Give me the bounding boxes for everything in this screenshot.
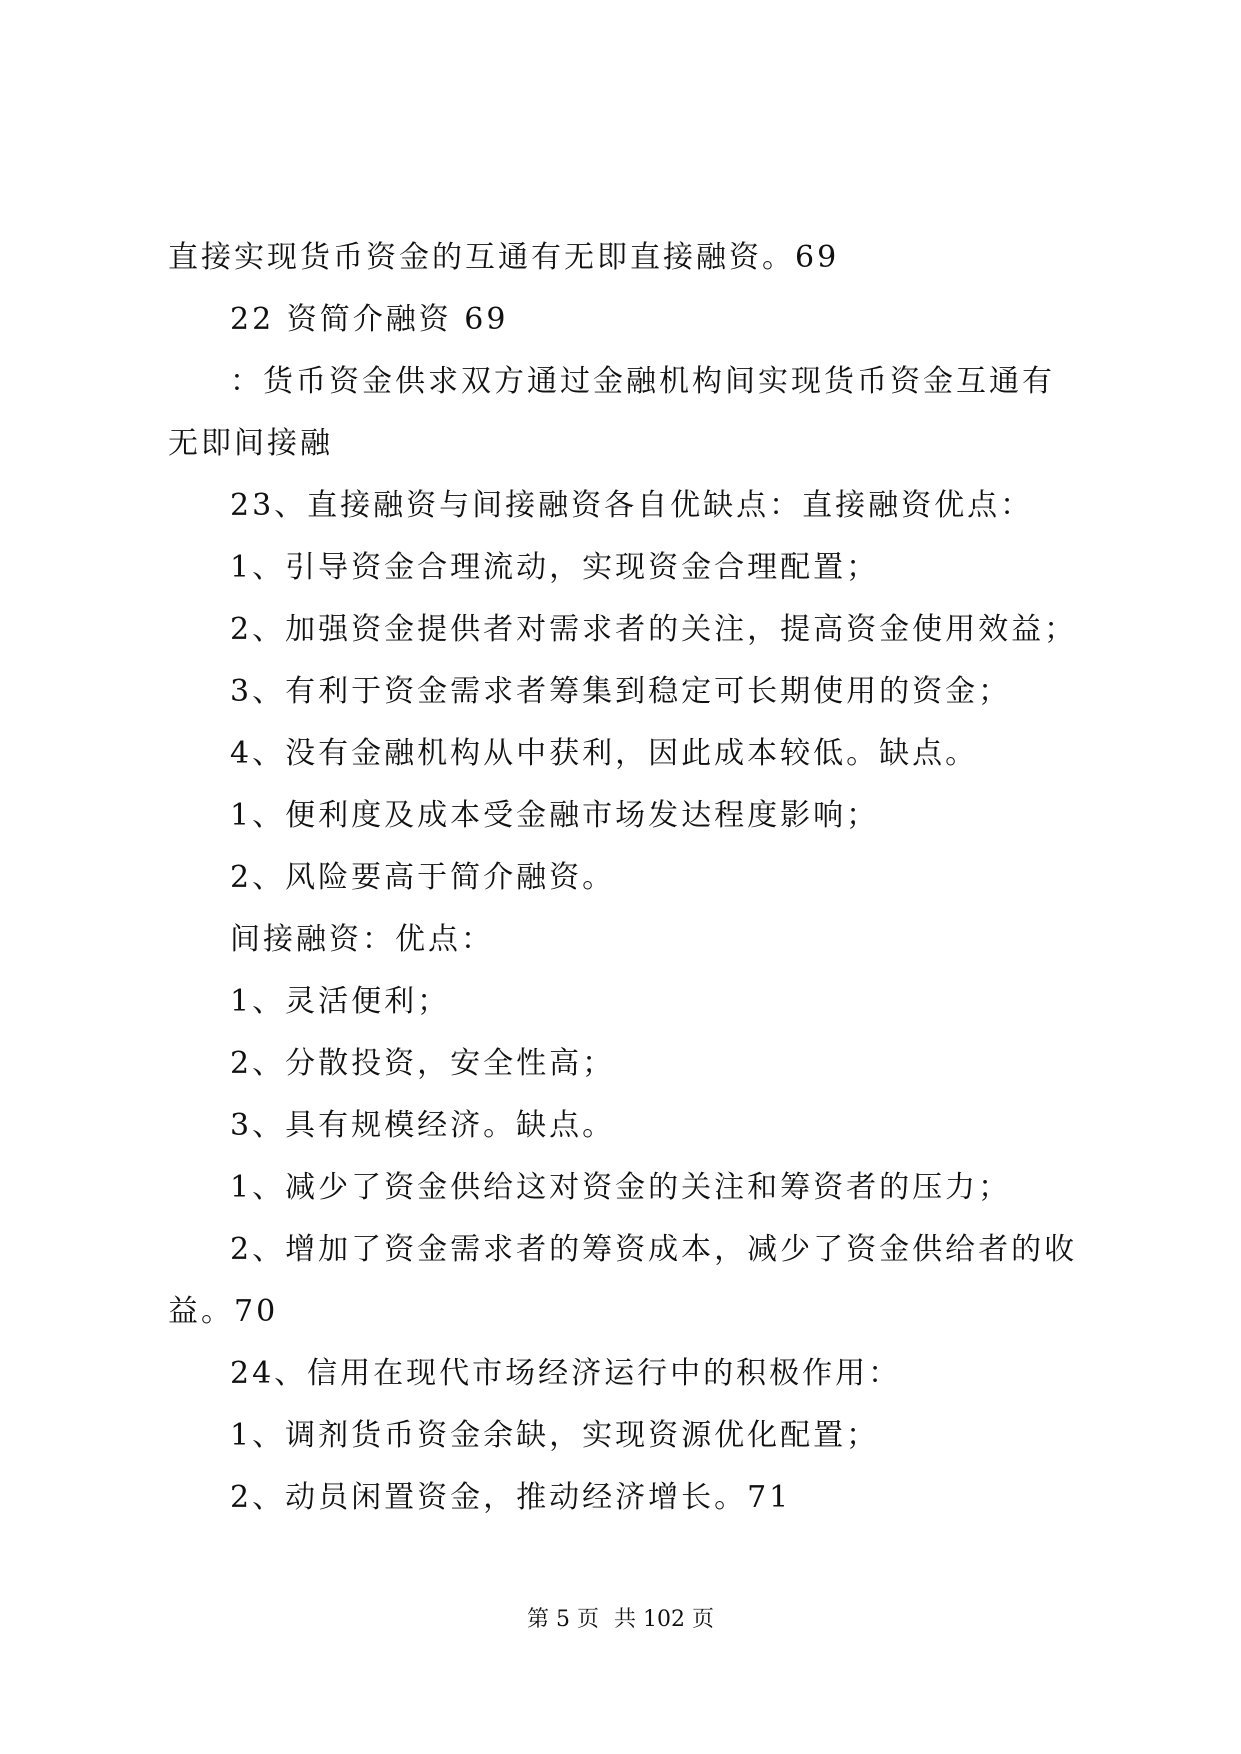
page-footer (0, 1605, 1241, 1635)
text-line: 1、减少了资金供给这对资金的关注和筹资者的压力； (230, 1170, 1012, 1205)
text-line: 24、信用在现代市场经济运行中的积极作用： (230, 1356, 902, 1391)
text-line: 2、风险要高于简介融资。 (230, 860, 616, 895)
text-line: 2、动员闲置资金，推动经济增长。71 (230, 1480, 792, 1515)
page-number: 第 5 页 (527, 1607, 599, 1632)
text-line: 2、分散投资，安全性高； (230, 1046, 616, 1081)
text-line: 间接融资：优点： (230, 922, 494, 957)
text-line: 2、加强资金提供者对需求者的关注，提高资金使用效益； (230, 612, 1078, 647)
text-line: 益。70 (168, 1294, 279, 1329)
text-line: 3、有利于资金需求者筹集到稳定可长期使用的资金； (230, 674, 1012, 709)
text-line: 22 资简介融资 69 (230, 302, 509, 337)
text-line: 1、灵活便利； (230, 984, 451, 1019)
text-line: 直接实现货币资金的互通有无即直接融资。69 (168, 240, 840, 275)
text-line: 4、没有金融机构从中获利，因此成本较低。缺点。 (230, 736, 979, 771)
text-line: 1、引导资金合理流动，实现资金合理配置； (230, 550, 880, 585)
text-line: 3、具有规模经济。缺点。 (230, 1108, 616, 1143)
text-line: 无即间接融 (168, 426, 333, 461)
page-total: 共 102 页 (614, 1607, 714, 1632)
text-line: 1、便利度及成本受金融市场发达程度影响； (230, 798, 880, 833)
text-line: 1、调剂货币资金余缺，实现资源优化配置； (230, 1418, 880, 1453)
text-line: 2、增加了资金需求者的筹资成本，减少了资金供给者的收 (230, 1232, 1078, 1267)
text-line: ：货币资金供求双方通过金融机构间实现货币资金互通有 (230, 364, 1055, 399)
text-line: 23、直接融资与间接融资各自优缺点：直接融资优点： (230, 488, 1034, 523)
